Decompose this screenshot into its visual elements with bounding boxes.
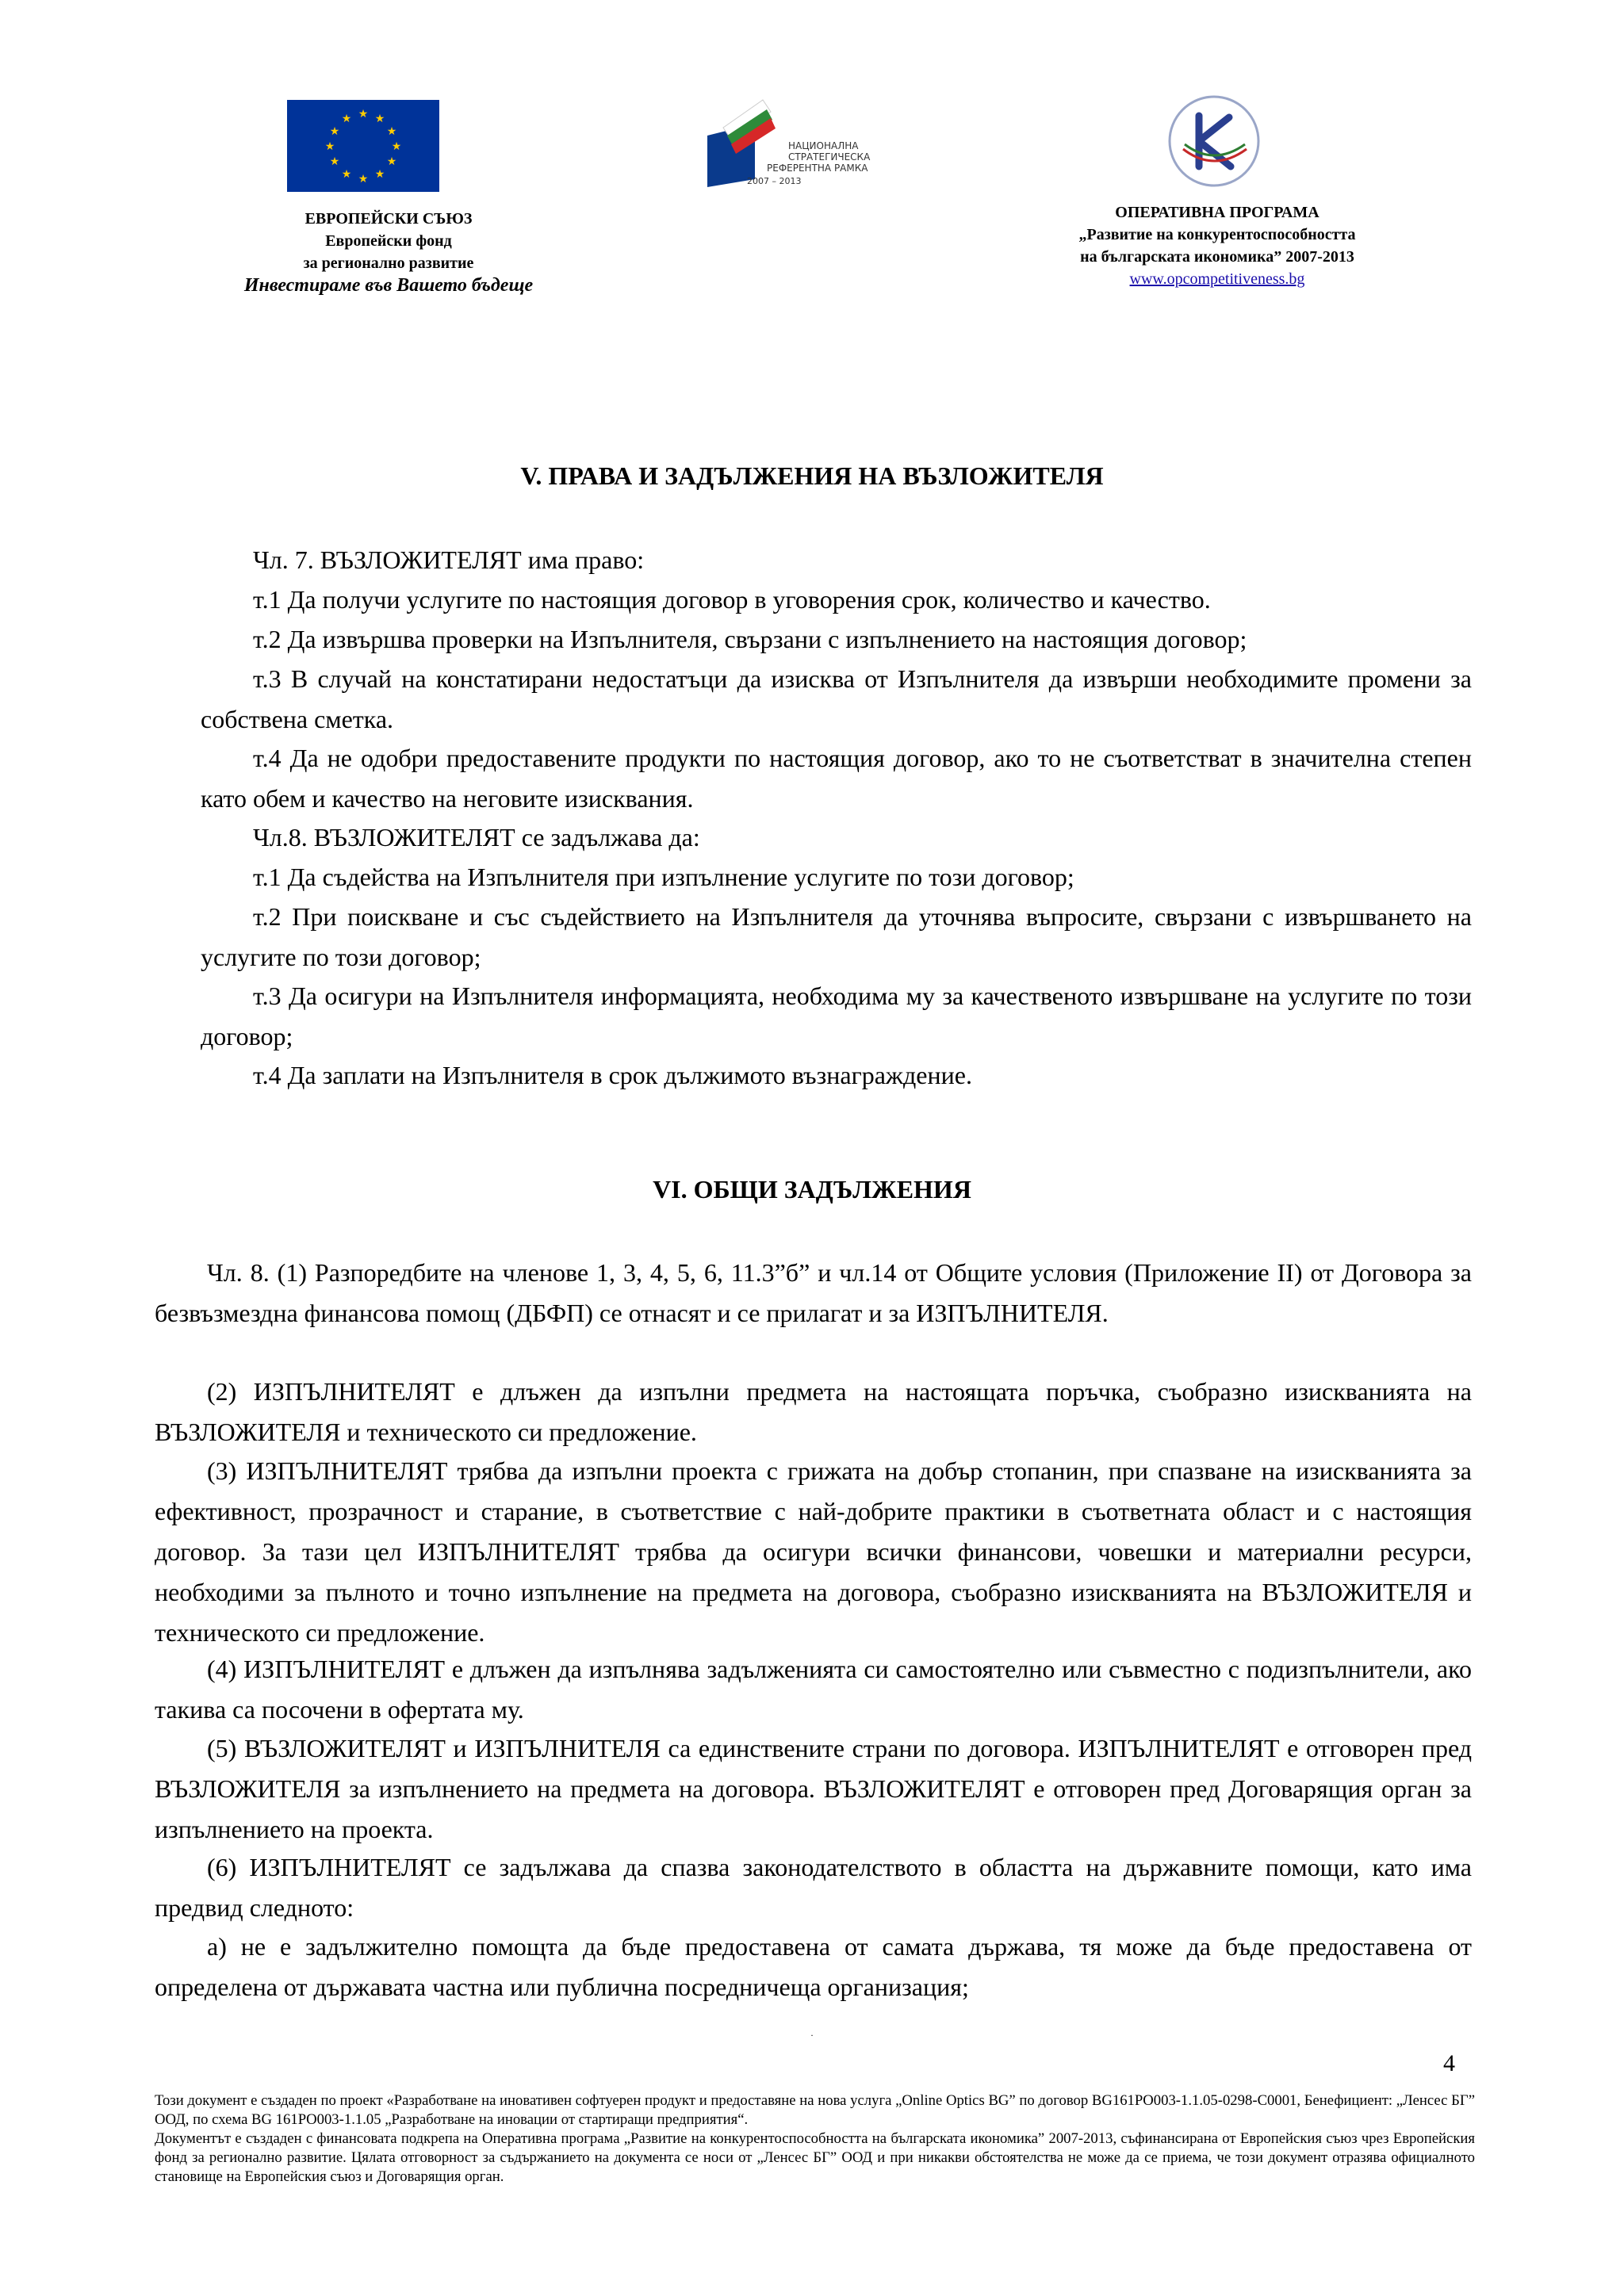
- nsrf-label-2: СТРАТЕГИЧЕСКА: [788, 151, 871, 163]
- art7-intro: Чл. 7. ВЪЗЛОЖИТЕЛЯТ има право:: [253, 545, 645, 574]
- svg-text:★: ★: [329, 125, 340, 138]
- svg-text:★: ★: [341, 168, 352, 181]
- nsrf-years: 2007 – 2013: [747, 176, 802, 186]
- competitive-bulgaria-logo: [1159, 94, 1269, 189]
- section-vi-heading: VI. ОБЩИ ЗАДЪЛЖЕНИЯ: [653, 1175, 971, 1203]
- page-dot: ·: [810, 2030, 814, 2041]
- svg-text:★: ★: [324, 140, 335, 153]
- art8-item3: т.3 Да осигури на Изпълнителя информацията, необходима му за качественото извършване на услугите по този договор;: [201, 982, 1472, 1050]
- svg-text:★: ★: [386, 155, 397, 168]
- op-website-link[interactable]: www.opcompetitiveness.bg: [1129, 270, 1305, 288]
- art7-item1: т.1 Да получи услугите по настоящия договор в уговорения срок, количество и качество.: [253, 585, 1211, 614]
- svg-text:★: ★: [374, 168, 385, 181]
- art7-item3: т.3 В случай на констатирани недостатъци да изисква от Изпълнителя да извърши необходимите промени за собствена сметка.: [201, 664, 1472, 733]
- op-line1: „Развитие на конкурентоспособността: [1078, 226, 1356, 243]
- svg-text:★: ★: [329, 155, 340, 168]
- op-header-text: [1011, 201, 1423, 290]
- section-v-heading: V. ПРАВА И ЗАДЪЛЖЕНИЯ НА ВЪЗЛОЖИТЕЛЯ: [520, 461, 1104, 490]
- general-para-3: (3) ИЗПЪЛНИТЕЛЯТ трябва да изпълни проекта с грижата на добър стопанин, при спазване на изискванията за ефективност, прозрачност и старание, в съответствие с най-добрите практики в съответната област и с настоящия договор. За тази цел ИЗПЪЛНИТЕЛЯТ трябва да осигури всички финансови, човешки и материални ресурси, необходими за пълното и точно изпълнение на предмета на договора, съобразно изискванията на ВЪЗЛОЖИТЕЛЯ и техническото си предложение.: [155, 1456, 1472, 1647]
- eu-fund-line1: Европейски фонд: [325, 232, 452, 250]
- general-para-5: (5) ВЪЗЛОЖИТЕЛЯТ и ИЗПЪЛНИТЕЛЯ са единствените страни по договора. ИЗПЪЛНИТЕЛЯТ е отговорен пред ВЪЗЛОЖИТЕЛЯ за изпълнението на предмета на договора. ВЪЗЛОЖИТЕЛЯТ е отговорен пред Договарящия орган за изпълнението на проекта.: [155, 1734, 1472, 1843]
- eu-header-text: [182, 208, 595, 297]
- svg-text:★: ★: [341, 113, 352, 125]
- svg-text:★: ★: [358, 108, 369, 121]
- general-para-6: (6) ИЗПЪЛНИТЕЛЯТ се задължава да спазва законодателството в областта на държавните помощи, като има предвид следното:: [155, 1853, 1472, 1922]
- svg-text:★: ★: [391, 140, 402, 153]
- page-footer: [155, 2091, 1475, 2187]
- footer-project-line: Този документ е създаден по проект «Разработване на иновативен софтуерен продукт и предоставяне на нова услуга „Online Optics BG” по договор BG161PO003-1.1.05-0298-C0001, Бенефициент: „Ленсес БГ” ООД, по схема BG 161PO003-1.1.05 „Разработване на иновации от стартиращи предприятия“.: [155, 2092, 1475, 2128]
- nsrf-label-3: РЕФЕРЕНТНА РАМКА: [767, 163, 868, 174]
- art7-item2: т.2 Да извършва проверки на Изпълнителя, свързани с изпълнението на настоящия договор;: [253, 625, 1247, 653]
- nsrf-logo: [707, 92, 882, 195]
- svg-text:★: ★: [386, 125, 397, 138]
- art8-item2: т.2 При поискване и със съдействието на Изпълнителя да уточнява въпросите, свързани с извършването на услугите по този договор;: [201, 902, 1472, 971]
- footer-disclaimer: Документът е създаден с финансовата подкрепа на Оперативна програма „Развитие на конкурентоспособността на българската икономика” 2007-2013, съфинансирана от Европейския съюз чрез Европейския фонд за регионално развитие. Цялата отговорност за съдържанието на документа се носи от „Ленсес БГ” ООД и при никакви обстоятелства не може да се приема, че този документ отразява официалното становище на Европейския съюз и Договарящия орган.: [155, 2130, 1475, 2185]
- art8-intro: Чл.8. ВЪЗЛОЖИТЕЛЯТ се задължава да:: [253, 823, 700, 851]
- art8-item4: т.4 Да заплати на Изпълнителя в срок дължимото възнаграждение.: [253, 1061, 972, 1089]
- op-title: ОПЕРАТИВНА ПРОГРАМА: [1115, 204, 1320, 221]
- page-number: 4: [1443, 2050, 1455, 2076]
- general-para-1: Чл. 8. (1) Разпоредбите на членове 1, 3, 4, 5, 6, 11.3”б” и чл.14 от Общите условия (Приложение II) от Договора за безвъзмездна финансова помощ (ДБФП) се отнасят и се прилагат и за ИЗПЪЛНИТЕЛЯ.: [155, 1258, 1472, 1327]
- op-line2: на българската икономика” 2007-2013: [1080, 248, 1354, 266]
- eu-flag-logo: [287, 100, 439, 192]
- nsrf-label-1: НАЦИОНАЛНА: [788, 140, 859, 151]
- general-para-6a: а) не е задължително помощта да бъде предоставена от самата държава, тя може да бъде предоставена от определена от държавата частна или публична посредничеща организация;: [155, 1932, 1472, 2001]
- svg-text:★: ★: [358, 173, 369, 186]
- general-para-2: (2) ИЗПЪЛНИТЕЛЯТ е длъжен да изпълни предмета на настоящата поръчка, съобразно изискванията на ВЪЗЛОЖИТЕЛЯ и техническото си предложение.: [155, 1377, 1472, 1446]
- eu-fund-line2: за регионално развитие: [303, 254, 474, 272]
- svg-text:★: ★: [374, 113, 385, 125]
- art8-item1: т.1 Да съдейства на Изпълнителя при изпълнение услугите по този договор;: [253, 863, 1074, 891]
- eu-title: ЕВРОПЕЙСКИ СЪЮЗ: [304, 210, 473, 228]
- art7-item4: т.4 Да не одобри предоставените продукти по настоящия договор, ако то не съответстват в значителна степен като обем и качество на неговите изисквания.: [201, 744, 1472, 813]
- eu-motto: Инвестираме във Вашето бъдеще: [243, 275, 534, 296]
- general-para-4: (4) ИЗПЪЛНИТЕЛЯТ е длъжен да изпълнява задълженията си самостоятелно или съвместно с подизпълнители, ако такива са посочени в офертата му.: [155, 1655, 1472, 1724]
